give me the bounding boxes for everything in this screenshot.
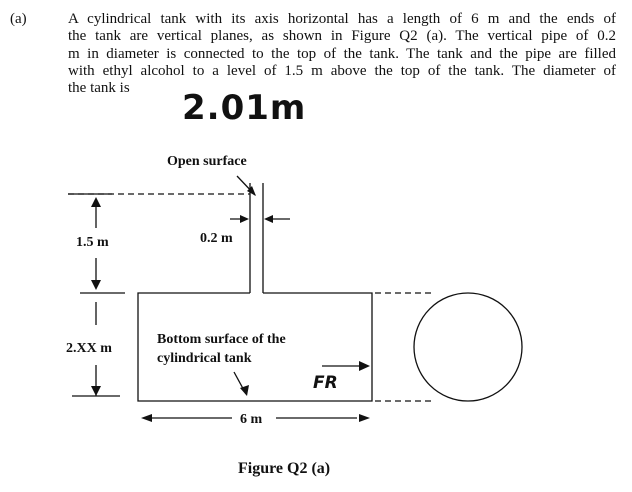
bottom-surface-label-line2: cylindrical tank [157,351,252,366]
question-label: (a) [10,11,27,27]
question-line-5: the tank is [68,80,130,97]
tank-length-left-arrowhead [141,414,152,422]
pipe-diameter-label: 0.2 m [200,231,233,246]
question-line-4: with ethyl alcohol to a level of 1.5 m above the top of the tank. The diameter of [68,62,616,79]
pipe-diameter-left-arrowhead [240,215,249,223]
tank-end-circle [414,293,522,401]
bottom-surface-label-line1: Bottom surface of the [157,332,286,347]
bottom-surface-label [157,330,286,368]
pipe-height-label: 1.5 m [76,235,109,250]
resultant-force-arrowhead [359,361,370,371]
pipe-height-down-arrowhead [91,280,101,290]
tank-length-label: 6 m [240,412,263,427]
tank-height-down-arrowhead [91,386,101,396]
question-line-2: the tank are vertical planes, as shown in Figure Q2 (a). The vertical pipe of 0.2 [68,28,616,45]
question-line-3: m in diameter is connected to the top of the tank. The tank and the pipe are filled [68,45,616,62]
resultant-force-label: FR [313,373,338,393]
tank-length-right-arrowhead [359,414,370,422]
question-line-1: A cylindrical tank with its axis horizontal has a length of 6 m and the ends of [68,11,616,27]
tank-height-label: 2.XX m [66,341,112,356]
open-surface-label: Open surface [167,154,247,169]
handwritten-answer: 2.01m [182,88,307,128]
figure-caption: Figure Q2 (a) [238,460,331,477]
pipe-height-up-arrowhead [91,197,101,207]
pipe-diameter-right-arrowhead [264,215,273,223]
